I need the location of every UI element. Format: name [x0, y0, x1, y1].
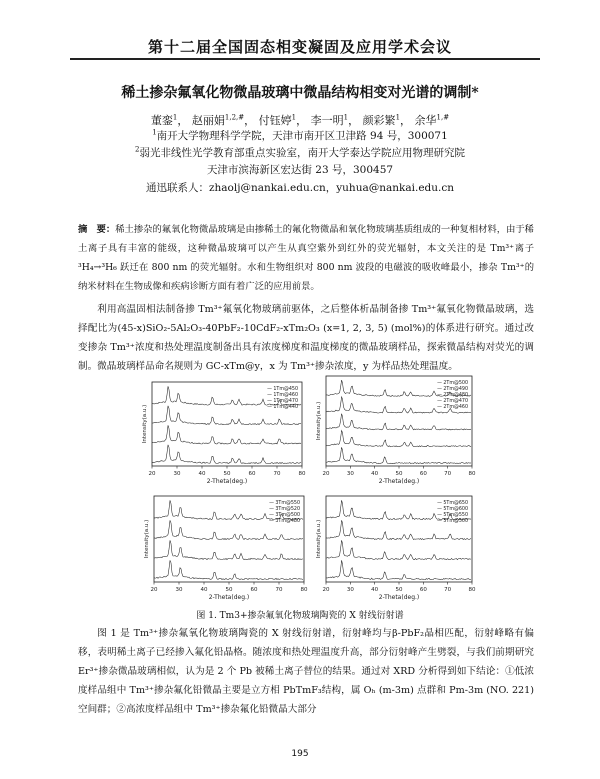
author-sup: 1: [395, 113, 401, 122]
author-sup: 1: [291, 113, 297, 122]
author-sup: 1: [343, 113, 349, 122]
series-line: [326, 414, 471, 430]
x-tick-label: 50: [395, 587, 403, 593]
affiliation-sup: 1: [152, 128, 157, 137]
legend-entry: — 3Tm@480: [269, 519, 300, 524]
abstract-text: 稀土掺杂的氟氧化物微晶玻璃是由掺稀土的氟化物微晶和氧化物玻璃基质组成的一种复相材料，由于稀土离子具有丰富的能级，这种微晶玻璃可以产生从真空紫外到红外的荧光辐射，本文关注的是 Tm³⁺离子 ³H₄→³H₆ 跃迁在 800 nm 的荧光辐射。水和生物组织对 800 nm 波段的电磁波的吸收峰最小，掺杂 Tm³⁺的纳米材料在生物成像和疾病诊断方面有着广泛的应用前景。: [78, 224, 534, 292]
x-tick-label: 20: [148, 471, 156, 477]
affiliation-2: [0, 145, 600, 160]
y-axis-label: Intensity(a.u.): [316, 401, 322, 441]
x-axis-label: 2-Theta(deg.): [208, 594, 250, 601]
y-axis-label: Intensity(a.u.): [142, 404, 148, 444]
body-paragraph-2: 图 1 是 Tm³⁺掺杂氟氧化物玻璃陶瓷的 X 射线衍射谱，衍射峰均与β-PbF₂晶相匹配，衍射峰略有偏移，表明稀土离子已经掺入氟化铅晶格。随浓度和热处理温度升高，部分衍射峰产生劈裂，与我们前期研究 Er³⁺掺杂微晶玻璃相似，认为是 2 个 Pb 被稀土离子替位的结果。通过对 XRD 分析得到如下结论：①低浓度样品组中 Tm³⁺掺杂氟化铅微晶主要是立方相 PbTmF₃结构，属 Oₕ (m-3m) 点群和 Pm-3m (NO. 221)空间群；②高浓度样品组中 Tm³⁺掺杂氟化铅微晶大部分: [78, 628, 534, 715]
x-axis-label: 2-Theta(deg.): [378, 594, 420, 601]
y-axis-label: Intensity(a.u.): [144, 519, 150, 559]
legend-entry: — 1Tm@440: [267, 405, 298, 410]
x-tick-label: 40: [371, 587, 379, 593]
x-tick-label: 50: [395, 471, 403, 477]
x-tick-label: 70: [444, 587, 452, 593]
x-tick-label: 20: [150, 587, 158, 593]
series-line: [152, 425, 301, 444]
legend-entry: — 2Tm@500: [437, 381, 468, 386]
affiliation-text: 南开大学物理科学学院，天津市南开区卫津路 94 号，300071: [156, 130, 448, 142]
x-tick-label: 60: [419, 587, 427, 593]
legend-entry: — 3Tm@520: [269, 507, 300, 512]
x-tick-label: 50: [223, 471, 231, 477]
author: 付钰婷: [258, 114, 292, 127]
affiliation-sup: 2: [135, 145, 140, 154]
x-tick-label: 60: [250, 587, 258, 593]
affiliation-3: [0, 162, 600, 177]
paper-title: 稀土掺杂氟氧化物微晶玻璃中微晶结构相变对光谱的调制*: [121, 85, 479, 101]
affiliation-text: 天津市滨海新区宏达街 23 号，300457: [206, 164, 394, 176]
y-axis-label: Intensity(a.u.): [316, 519, 322, 559]
legend-entry: — 3Tm@550: [269, 501, 300, 506]
body-paragraph-1: 利用高温固相法制备掺 Tm³⁺氟氧化物玻璃前驱体，之后整体析晶制备掺 Tm³⁺氟氧化物微晶玻璃，选择配比为(45-x)SiO₂-5Al₂O₃-40PbF₂-10CdF₂-xTm₂O₃ (x=1, 2, 3, 5) (mol%)的体系进行研究。通过改变掺杂 Tm³⁺浓度和热处理温度制备出具有浓度梯度和温度梯度的微晶玻璃样品，探索微晶结构对荧光的调制。微晶玻璃样品命名规则为 GC-xTm@y，x 为 Tm³⁺掺杂浓度，y 为样品热处理温度。: [78, 304, 534, 372]
legend-entry: — 5Tm@500: [437, 519, 468, 524]
author-sup: 1,#: [436, 113, 450, 122]
author: 赵丽娟: [191, 114, 225, 127]
xrd-chart-bottom-right: [312, 492, 476, 602]
author-sup: 1,2,#: [224, 113, 245, 122]
x-tick-label: 40: [198, 471, 206, 477]
legend-entry: — 1Tm@460: [267, 393, 298, 398]
legend-entry: — 2Tm@470: [437, 399, 468, 404]
x-tick-label: 70: [275, 587, 283, 593]
abstract: [78, 220, 534, 296]
header-rule: [70, 58, 540, 60]
affiliation-1: [0, 128, 600, 143]
legend-entry: — 2Tm@480: [437, 393, 468, 398]
legend-entry: — 5Tm@650: [437, 501, 468, 506]
series-line: [154, 560, 303, 579]
x-tick-label: 40: [200, 587, 208, 593]
x-tick-label: 50: [225, 587, 233, 593]
x-axis-label: 2-Theta(deg.): [378, 478, 420, 485]
x-axis-label: 2-Theta(deg.): [206, 478, 248, 485]
abstract-label: 摘 要：: [78, 224, 116, 235]
series-line: [152, 445, 301, 464]
x-tick-label: 60: [419, 471, 427, 477]
legend-entry: — 2Tm@460: [437, 405, 468, 410]
x-tick-label: 30: [173, 471, 181, 477]
conference-header: 第十二届全国固态相变凝固及应用学术会议: [147, 38, 452, 56]
x-tick-label: 80: [300, 587, 308, 593]
series-line: [326, 447, 471, 463]
x-tick-label: 30: [175, 587, 183, 593]
affiliation-text: 弱光非线性光学教育部重点实验室，南开大学泰达学院应用物理研究院: [139, 147, 465, 159]
series-line: [326, 560, 471, 579]
author: 董銮: [150, 114, 173, 127]
x-tick-label: 30: [346, 587, 354, 593]
xrd-chart-bottom-left: [140, 492, 308, 602]
legend-entry: — 5Tm@550: [437, 513, 468, 518]
series-line: [154, 540, 303, 559]
series-line: [326, 540, 471, 559]
series-line: [326, 431, 471, 447]
x-tick-label: 80: [468, 471, 476, 477]
x-tick-label: 20: [322, 471, 330, 477]
figure-caption: 图 1. Tm3+掺杂氟氧化物玻璃陶瓷的 X 射线衍射谱: [196, 611, 404, 621]
contact-line: 通迅联系人：zhaolj@nankai.edu.cn，yuhua@nankai.edu.cn: [145, 182, 455, 194]
author-list: 董銮$^1$， 赵丽娟$^{1,2,\#}$， 付钰婷$^1$， 李一明$^1$， 颜彩繁$^1$， 余华$^{1,\#}$: [150, 113, 450, 127]
author: 李一明: [310, 114, 344, 127]
xrd-chart-top-left: [138, 378, 306, 486]
x-tick-label: 30: [346, 471, 354, 477]
x-tick-label: 80: [298, 471, 306, 477]
x-tick-label: 70: [273, 471, 281, 477]
legend-entry: — 2Tm@490: [437, 387, 468, 392]
x-tick-label: 20: [322, 587, 330, 593]
x-tick-label: 70: [444, 471, 452, 477]
legend-entry: — 3Tm@500: [269, 513, 300, 518]
xrd-chart-top-right: [312, 372, 476, 486]
author: 余华: [414, 114, 437, 127]
x-tick-label: 60: [248, 471, 256, 477]
author-sup: 1: [172, 113, 178, 122]
legend-entry: — 5Tm@600: [437, 507, 468, 512]
legend-entry: — 1Tm@450: [267, 387, 298, 392]
legend-entry: — 1Tm@470: [267, 399, 298, 404]
x-tick-label: 40: [371, 471, 379, 477]
author: 颜彩繁: [362, 114, 396, 127]
x-tick-label: 80: [468, 587, 476, 593]
page-number: 195: [291, 749, 309, 759]
